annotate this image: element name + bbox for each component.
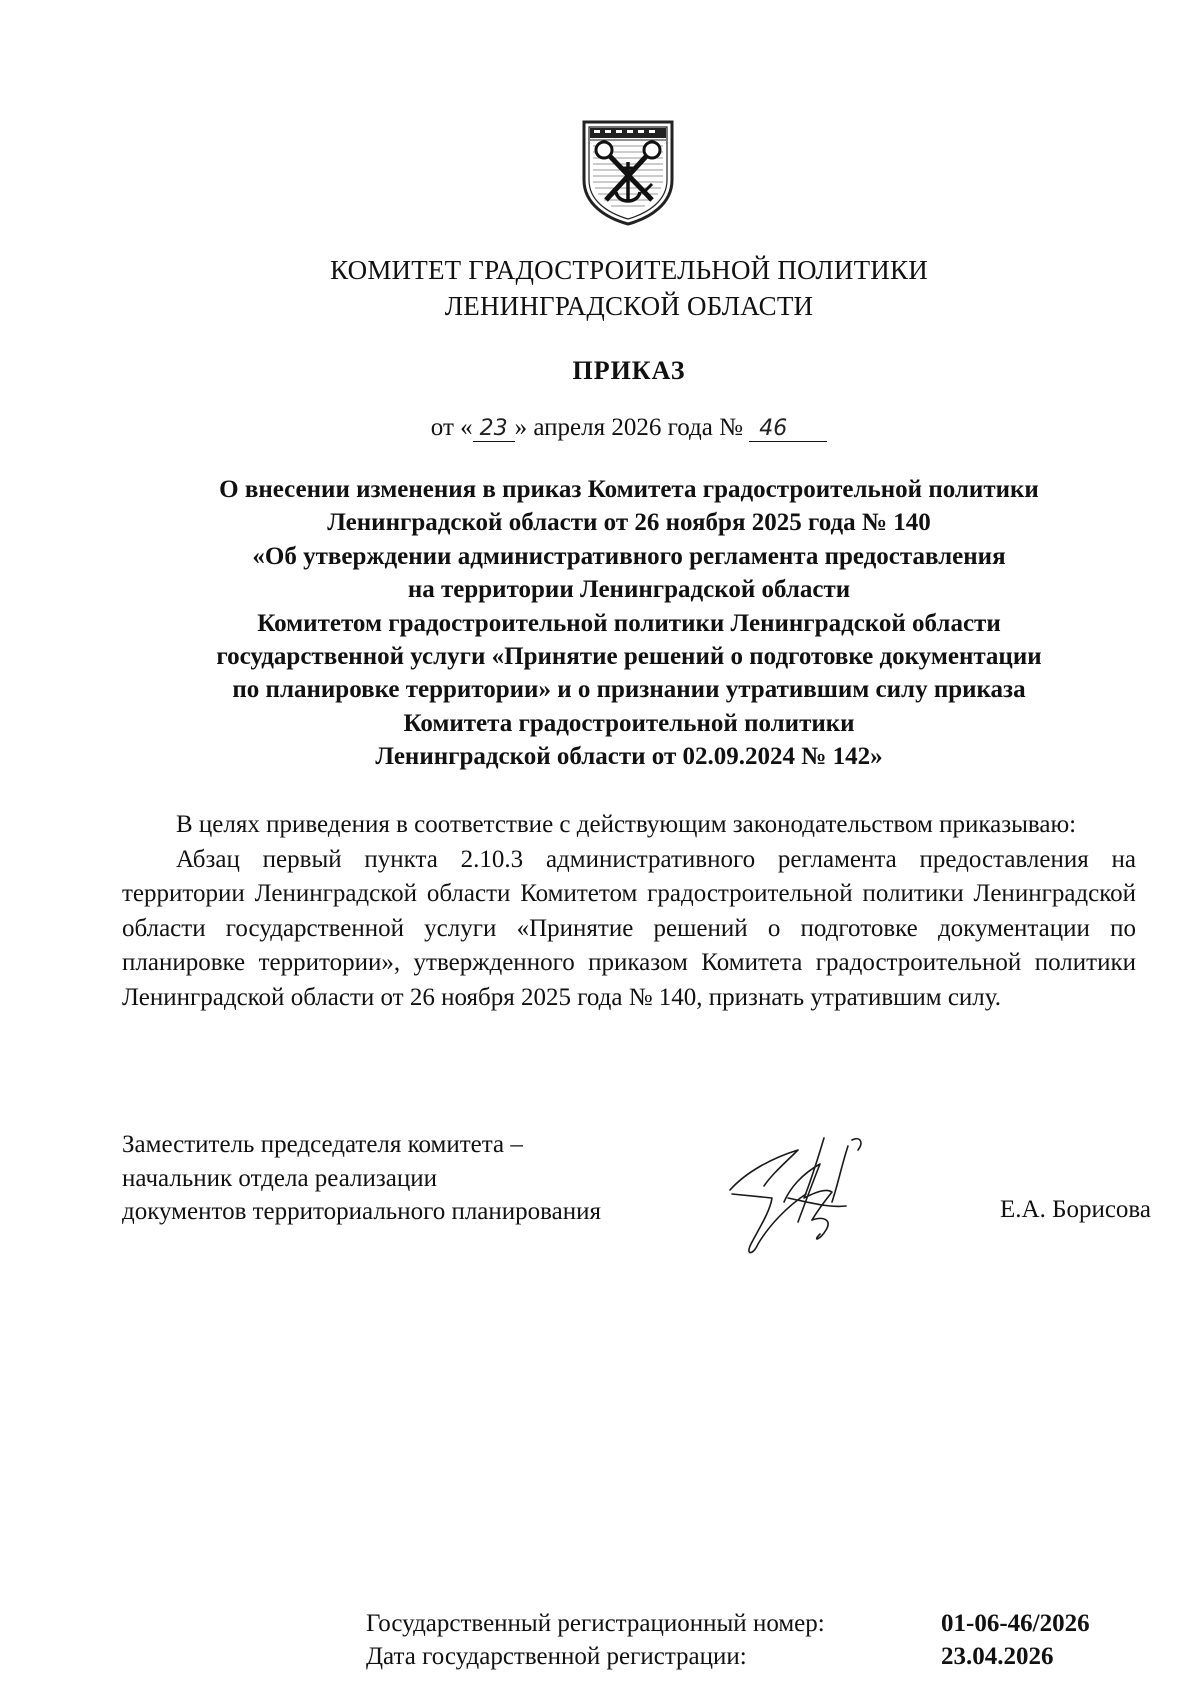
registration-date-row [366, 1640, 1090, 1673]
subject-line: Ленинградской области от 26 ноября 2025 года № 140 [327, 509, 931, 537]
registration-number-row [366, 1607, 1090, 1640]
signatory-position-line: начальник отдела реализации [122, 1164, 437, 1192]
subject-line: О внесении изменения в приказ Комитета градостроительной политики [219, 476, 1039, 503]
signatory-position [122, 1128, 601, 1229]
subject-line: Комитета градостроительной политики [403, 709, 855, 737]
body-paragraph-purpose: В целях приведения в соответствие с действующим законодательством приказываю: [176, 811, 1077, 838]
date-middle: » апреля 2026 года № [514, 414, 743, 441]
handwritten-order-number: 46 [749, 417, 827, 442]
coat-of-arms-emblem [578, 118, 678, 226]
body-paragraph-decision: Абзац первый пункта 2.10.3 административного регламента предоставления на территории Ленинградской области Комитетом градостроительной политики Ленинградской области государственной услуги «Принятие решений о подготовке документации по планировке территории», утвержденного приказом Комитета градостроительной политики Ленинградской области от 26 ноября 2025 года № 140, признать утратившим силу. [122, 845, 1136, 1011]
registration-number-value: 01-06-46/2026 [941, 1610, 1090, 1637]
signatory-position-line: Заместитель председателя комитета – [122, 1131, 523, 1158]
subject-line: Ленинградской области от 02.09.2024 № 142» [375, 743, 883, 771]
subject-line: государственной услуги «Принятие решений о подготовке документации [216, 643, 1042, 671]
organization-line-2: ЛЕНИНГРАДСКОЙ ОБЛАСТИ [444, 291, 814, 321]
order-date-line [0, 414, 1200, 442]
order-subject [120, 473, 1138, 774]
registration-number-label: Государственный регистрационный номер: [366, 1610, 825, 1637]
organization-line-1: КОМИТЕТ ГРАДОСТРОИТЕЛЬНОЙ ПОЛИТИКИ [330, 255, 928, 285]
subject-line: на территории Ленинградской области [407, 576, 851, 604]
registration-info [366, 1607, 1090, 1673]
handwritten-signature [728, 1128, 900, 1268]
registration-date-value: 23.04.2026 [941, 1643, 1054, 1670]
subject-line: «Об утверждении административного регламента предоставления [252, 542, 1006, 570]
date-prefix: от « [430, 414, 473, 441]
document-type-title: ПРИКАЗ [572, 356, 686, 385]
order-body [122, 808, 1136, 1015]
subject-line: Комитетом градостроительной политики Ленинградской области [257, 609, 1001, 637]
signatory-name: Е.А. Борисова [1000, 1196, 1151, 1223]
organization-name [0, 252, 1200, 324]
subject-line: по планировке территории» и о признании утратившим силу приказа [232, 676, 1026, 704]
signatory-position-line: документов территориального планирования [122, 1198, 601, 1225]
handwritten-day: 23 [473, 417, 515, 442]
registration-date-label: Дата государственной регистрации: [366, 1643, 747, 1670]
